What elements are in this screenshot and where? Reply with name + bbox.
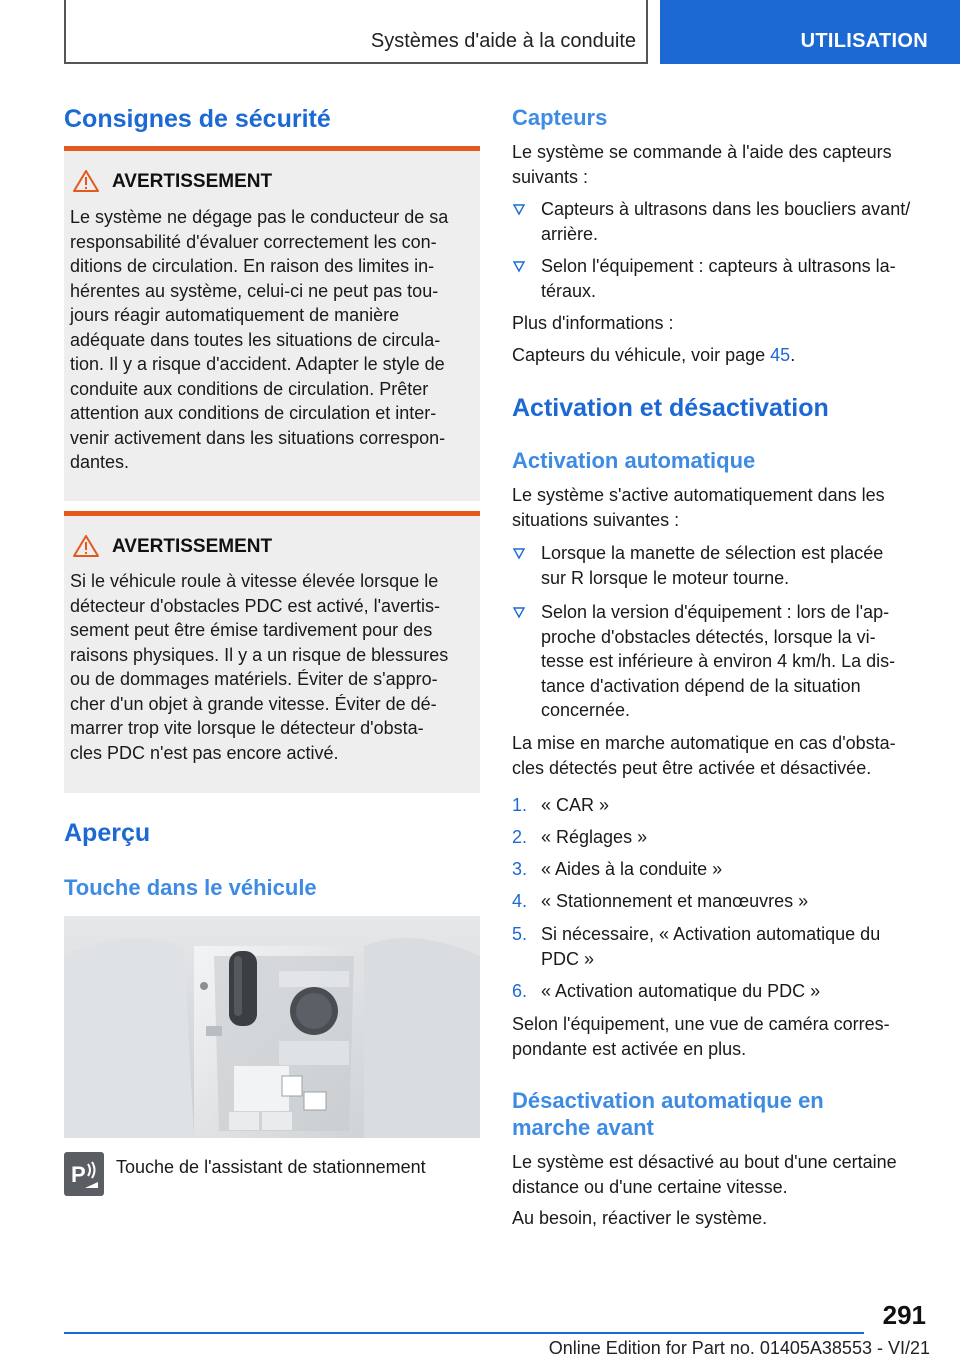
text-line: suivants : xyxy=(512,166,589,187)
more-info-label: Plus d'informations : xyxy=(512,313,674,333)
text-line: ou de dommages matériels. Éviter de s'appro‐ xyxy=(70,669,438,689)
text-line: « Aides à la conduite » xyxy=(541,859,723,879)
text-line: PDC » xyxy=(541,948,595,969)
step-number: 4. xyxy=(512,891,528,911)
text-line: jours réagir automatiquement de manière xyxy=(70,305,400,325)
warning-text xyxy=(70,569,476,765)
edition-footer: Online Edition for Part no. 01405A38553 - VI/21 xyxy=(548,1338,930,1358)
text-line: Le système ne dégage pas le conducteur de sa xyxy=(70,207,449,227)
text-line: Le système se commande à l'aide des capteurs xyxy=(512,142,892,162)
text-line: sement peut être émise tardivement pour des xyxy=(70,620,433,640)
text-line: Selon l'équipement : capteurs à ultrasons la‐ xyxy=(541,256,896,276)
warning-triangle-icon xyxy=(72,534,100,558)
deactivation-text xyxy=(512,1150,942,1199)
page-link[interactable]: 45 xyxy=(770,345,791,365)
bullet-triangle-icon xyxy=(512,547,526,561)
svg-text:P: P xyxy=(71,1162,86,1187)
sensors-title: Capteurs xyxy=(512,105,608,130)
text-line: proche d'obstacles détectés, lorsque la vi‐ xyxy=(541,626,876,647)
text-line: sur R lorsque le moteur tourne. xyxy=(541,567,790,588)
activation-title: Activation et désactivation xyxy=(512,394,829,422)
list-item xyxy=(541,197,941,246)
text-line: concernée. xyxy=(541,700,631,720)
step-item xyxy=(541,825,941,850)
text-line: conduite aux conditions de circulation. Prêter xyxy=(70,378,429,399)
list-item xyxy=(541,600,941,723)
text-line: La mise en marche automatique en cas d'obsta‐ xyxy=(512,733,896,753)
text-line: responsabilité d'évaluer correctement les con‐ xyxy=(70,231,437,252)
text-line: dantes. xyxy=(70,452,130,472)
bullet-triangle-icon xyxy=(512,203,526,217)
see-page-text: Capteurs du véhicule, voir page xyxy=(512,345,771,365)
text-line: tion. Il y a risque d'accident. Adapter le style de xyxy=(70,354,445,374)
step-item xyxy=(541,922,941,971)
overview-title: Aperçu xyxy=(64,819,151,847)
list-item xyxy=(541,254,941,303)
reactivate-text: Au besoin, réactiver le système. xyxy=(512,1208,768,1228)
text-line: raisons physiques. Il y a un risque de blessures xyxy=(70,644,449,665)
text-line: cles détectés peut être activée et désactivée. xyxy=(512,757,872,778)
text-line: distance ou d'une certaine vitesse. xyxy=(512,1176,788,1197)
step-item xyxy=(541,793,941,818)
footer-rule xyxy=(64,1332,864,1334)
sensors-intro xyxy=(512,140,932,189)
warning-text xyxy=(70,205,476,475)
text-line: « Stationnement et manœuvres » xyxy=(541,891,809,911)
text-line: cher d'un objet à grande vitesse. Éviter de dé‐ xyxy=(70,693,437,714)
text-line: adéquate dans toutes les situations de circula‐ xyxy=(70,329,441,350)
auto-activation-intro xyxy=(512,483,932,532)
text-line: Désactivation automatique en xyxy=(512,1088,824,1113)
text-line: téraux. xyxy=(541,280,597,301)
auto-activation-note xyxy=(512,731,942,780)
bullet-triangle-icon xyxy=(512,606,526,620)
warning-triangle-icon xyxy=(72,169,100,193)
figure-caption: Touche de l'assistant de stationnement xyxy=(116,1157,426,1177)
text-line: « Activation automatique du PDC » xyxy=(541,981,821,1001)
text-line: marrer trop vite lorsque le détecteur d'obsta‐ xyxy=(70,718,424,738)
bullet-triangle-icon xyxy=(512,260,526,274)
text-line: « Réglages » xyxy=(541,827,648,847)
text-line: détecteur d'obstacles PDC est activé, l'avertis‐ xyxy=(70,595,441,616)
text-line: Le système est désactivé au bout d'une certaine xyxy=(512,1152,897,1172)
section-title: Systèmes d'aide à la conduite xyxy=(370,30,636,52)
text-line: Si le véhicule roule à vitesse élevée lorsque le xyxy=(70,571,439,591)
text-line: attention aux conditions de circulation et inter‐ xyxy=(70,403,437,423)
step-number: 1. xyxy=(512,795,528,815)
step-item xyxy=(541,979,941,1004)
auto-activation-title: Activation automatique xyxy=(512,448,756,473)
text-line: arrière. xyxy=(541,223,599,244)
text-line: venir activement dans les situations correspon‐ xyxy=(70,427,446,448)
warning-heading: AVERTISSEMENT xyxy=(112,536,273,557)
center-console-photo xyxy=(64,916,480,1138)
text-line: marche avant xyxy=(512,1115,654,1140)
deactivation-title xyxy=(512,1087,824,1141)
text-line: « CAR » xyxy=(541,795,610,815)
text-line: tesse est inférieure à environ 4 km/h. La dis‐ xyxy=(541,651,896,671)
chapter-tab-label: UTILISATION xyxy=(800,30,928,52)
warning-box-1 xyxy=(64,146,480,501)
safety-title: Consignes de sécurité xyxy=(64,105,331,133)
step-item xyxy=(541,889,941,914)
step-number: 3. xyxy=(512,859,528,879)
text-line: cles PDC n'est pas encore activé. xyxy=(70,742,339,763)
step-number: 5. xyxy=(512,924,528,944)
see-page-end: . xyxy=(790,345,796,365)
step-item xyxy=(541,857,941,882)
warning-box-2 xyxy=(64,511,480,793)
text-line: Lorsque la manette de sélection est placée xyxy=(541,543,884,563)
text-line: Selon l'équipement, une vue de caméra corres‐ xyxy=(512,1014,890,1034)
text-line: situations suivantes : xyxy=(512,509,680,530)
text-line: Le système s'active automatiquement dans les xyxy=(512,485,885,505)
text-line: pondante est activée en plus. xyxy=(512,1038,747,1059)
camera-note xyxy=(512,1012,942,1061)
button-subtitle: Touche dans le véhicule xyxy=(64,875,317,900)
parking-assist-button-icon xyxy=(64,1152,104,1196)
text-line: ditions de circulation. En raison des limites in‐ xyxy=(70,256,435,276)
see-page-reference xyxy=(512,343,795,368)
step-number: 6. xyxy=(512,981,528,1001)
text-line: Capteurs à ultrasons dans les boucliers avant/ xyxy=(541,199,911,219)
warning-heading: AVERTISSEMENT xyxy=(112,171,273,192)
text-line: tance d'activation dépend de la situation xyxy=(541,675,861,696)
text-line: Selon la version d'équipement : lors de l'ap‐ xyxy=(541,602,890,622)
text-line: hérentes au système, celui-ci ne peut pas tou‐ xyxy=(70,280,439,301)
list-item xyxy=(541,541,941,590)
page-number: 291 xyxy=(882,1300,926,1330)
chapter-tab[interactable] xyxy=(660,0,960,64)
step-number: 2. xyxy=(512,827,528,847)
text-line: Si nécessaire, « Activation automatique du xyxy=(541,924,881,944)
